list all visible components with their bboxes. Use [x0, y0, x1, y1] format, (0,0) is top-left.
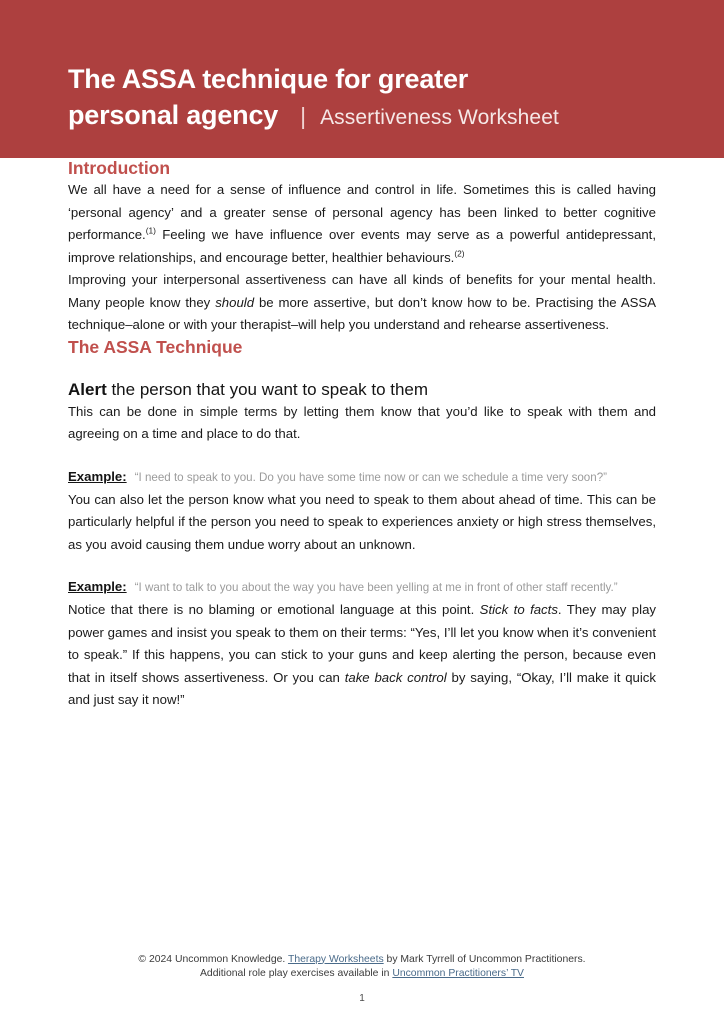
- footer-link-therapy-worksheets[interactable]: Therapy Worksheets: [287, 953, 384, 965]
- section-heading-assa-technique: The ASSA Technique: [68, 336, 243, 357]
- assa-p3-text-a: Notice that there is no blaming or emotional language at this point.: [68, 602, 480, 617]
- document-content: [68, 158, 656, 712]
- assa-p3-emphasis-1: Stick to facts: [479, 602, 558, 617]
- assa-paragraph-3: [68, 599, 656, 712]
- assa-p3-text-b: . They may play power games and insist you speak to them on their terms: “Yes, I’ll let you know when it’s convenient to speak.” If this happens, you can stick to your guns and keep alerting the person, because even that in itself shows assertiveness. Or you can: [68, 602, 656, 685]
- footer-link-uncommon-practitioners-tv[interactable]: Uncommon Practitioners’ TV: [392, 968, 524, 979]
- page-number: 1: [359, 992, 365, 1004]
- assa-paragraph-1: This can be done in simple terms by letting them know that you’d like to speak with them and agreeing on a time and place to do that.: [68, 403, 656, 441]
- intro-p1-text-b: Feeling we have influence over events may serve as a powerful antidepressant, improve relationships, and encourage better, healthier behaviours.: [68, 227, 656, 265]
- footer-line-2: [0, 967, 724, 982]
- document-title-line-1: The ASSA technique for greater: [68, 64, 469, 94]
- footer-copyright-text: © 2024 Uncommon Knowledge.: [138, 953, 288, 965]
- introduction-paragraph-1: [68, 179, 656, 269]
- assa-p3-emphasis-2: take back control: [344, 669, 447, 685]
- document-subtitle: Assertiveness Worksheet: [320, 106, 559, 129]
- assa-step-keyword: Alert: [68, 379, 107, 399]
- document-title-line-2: personal agency: [68, 100, 279, 130]
- example-label-2: Example:: [68, 579, 127, 594]
- reference-marker-1: (1): [145, 225, 156, 236]
- intro-p2-emphasis: should: [215, 294, 255, 310]
- assa-step-description: the person that you want to speak to them: [106, 379, 429, 399]
- reference-marker-2: (2): [454, 248, 465, 259]
- assa-example-1: [68, 466, 656, 489]
- document-header-band: [0, 0, 724, 158]
- footer-roleplay-text: Additional role play exercises available in: [199, 968, 393, 979]
- title-divider: |: [300, 103, 307, 129]
- document-footer: [0, 953, 724, 1007]
- assa-paragraph-2: You can also let the person know what you need to speak to them about ahead of time. This can be particularly helpful if the person you need to speak to experiences anxiety or high stress themselves, as you avoid causing them undue worry about an unknown.: [68, 491, 656, 552]
- footer-line-1: [0, 953, 724, 968]
- introduction-paragraph-2: [68, 269, 656, 337]
- example-label-1: Example:: [68, 468, 127, 484]
- intro-p2-text-a: Improving your interpersonal assertiveness can have all kinds of benefits for your mental health. Many people know they: [68, 272, 656, 310]
- example-quote-1: “I need to speak to you. Do you have some time now or can we schedule a time very soon?”: [134, 470, 608, 484]
- assa-example-2: [68, 576, 656, 599]
- intro-p1-text-a: We all have a need for a sense of influence and control in life. Sometimes this is called having ‘personal agency’ and a greater sense of personal agency has been linked to better cognitive performance.: [68, 182, 656, 242]
- assa-step-heading-alert: [68, 379, 656, 401]
- section-heading-introduction: Introduction: [68, 158, 171, 178]
- header-inner: [68, 61, 676, 136]
- example-quote-2: “I want to talk to you about the way you have been yelling at me in front of other staff recently.”: [134, 581, 618, 594]
- footer-author-text: by Mark Tyrrell of Uncommon Practitioners.: [383, 953, 586, 965]
- assa-p3-text-c: by saying, “Okay, I’ll make it quick and just say it now!”: [68, 669, 656, 707]
- document-title-line-2-row: [68, 97, 676, 136]
- intro-p2-text-b: be more assertive, but don’t know how to be. Practising the ASSA technique–alone or with your therapist–will help you understand and rehearse assertiveness.: [68, 294, 656, 332]
